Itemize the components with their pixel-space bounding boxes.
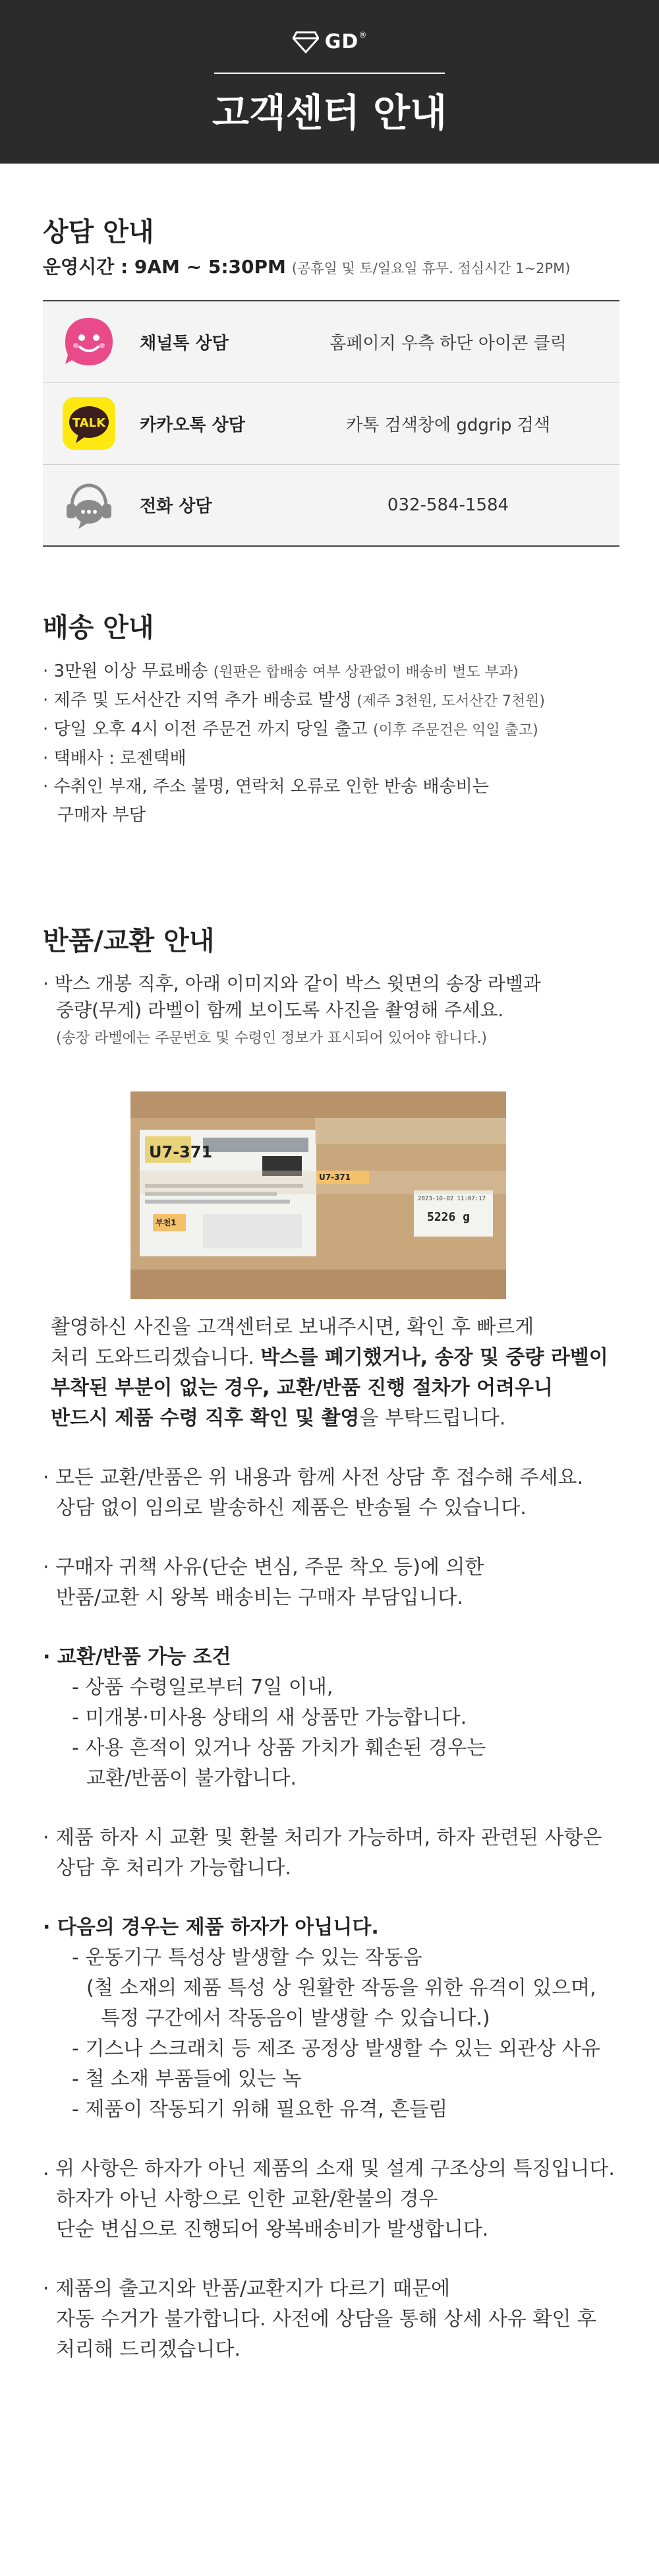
- contact-value: 카톡 검색창에 gdgrip 검색: [277, 383, 619, 464]
- pickup-note: · 제품의 출고지와 반품/교환지가 다르기 때문에 자동 수거가 불가합니다. 사전에 상담을 통해 상세 사유 확인 후 처리해 드리겠습니다.: [43, 2277, 596, 2361]
- contact-row-phone: [43, 464, 619, 546]
- returns-intro: · 박스 개봉 직후, 아래 이미지와 같이 박스 윗면의 송장 라벨과 중량(무게) 라벨이 함께 보이도록 사진을 촬영해 주세요. (송장 라벨에는 주문번호 및 수령인 정보가 표시되어 있어야 합니다.): [43, 973, 541, 1047]
- list-item: · 3만원 이상 무료배송 (원판은 합배송 여부 상관없이 배송비 별도 부과): [43, 661, 519, 681]
- defect-note: · 제품 하자 시 교환 및 환불 처리가 가능하며, 하자 관련된 사항은 상담 후 처리가 가능합니다.: [43, 1826, 602, 1880]
- list-item: · 택배사 : 로젠택배: [43, 749, 186, 768]
- weight-date: 2023-10-02 11:07:17: [418, 1196, 486, 1202]
- hours-label: 운영시간 : 9AM ~ 5:30PM: [43, 256, 286, 278]
- weight-value: 5226 g: [427, 1210, 471, 1224]
- returns-heading: 반품/교환 안내: [43, 926, 215, 956]
- consult-heading: 상담 안내: [43, 217, 154, 247]
- kakaotalk-icon[interactable]: [61, 396, 117, 451]
- return-conditions: · 교환/반품 가능 조건 - 상품 수령일로부터 7일 이내, - 미개봉·미사용 상태의 새 상품만 가능합니다. - 사용 흔적이 있거나 상품 가치가 훼손된 경우는 교환/반품이 불가합니다.: [43, 1645, 486, 1790]
- returns-section: [43, 920, 619, 1052]
- design-feature-note: . 위 사항은 하자가 아닌 제품의 소재 및 설계 구조상의 특징입니다. 하자가 아닌 사항으로 인한 교환/환불의 경우 단순 변심으로 진행되어 왕복배송비가 발생합니다.: [43, 2157, 615, 2241]
- label-code: U7-371: [149, 1143, 213, 1161]
- svg-text:TALK: TALK: [72, 416, 106, 430]
- contact-label: 전화 상담: [140, 497, 212, 517]
- contact-value: 홈페이지 우측 하단 아이콘 클릭: [277, 301, 619, 383]
- photo-instruction: 촬영하신 사진을 고객센터로 보내주시면, 확인 후 빠르게 처리 도와드리겠습니다. 박스를 폐기했거나, 송장 및 중량 라벨이 부착된 부분이 없는 경우, 교환/반품 진행 절차가 어려우니 반드시 제품 수령 직후 확인 및 촬영을 부탁드립니다.: [51, 1316, 608, 1430]
- diamond-logo-icon: [293, 31, 319, 53]
- shipping-list: [43, 658, 619, 830]
- contact-label: 채널톡 상담: [140, 333, 229, 353]
- shipping-heading: 배송 안내: [43, 613, 154, 643]
- operating-hours: [43, 253, 619, 279]
- list-item: · 수취인 부재, 주소 불명, 연락처 오류로 인한 반송 배송비는: [43, 777, 489, 797]
- list-item: 구매자 부담: [57, 805, 146, 825]
- shipping-label-photo: [130, 1091, 506, 1299]
- brand-name: GD: [324, 30, 359, 53]
- header-divider: [214, 73, 445, 74]
- page-title: 고객센터 안내: [212, 90, 447, 135]
- contact-label: 카카오톡 상담: [140, 415, 245, 435]
- phone-number[interactable]: 032-584-1584: [277, 464, 619, 546]
- label-badge: 부천1: [156, 1218, 177, 1227]
- returns-details: [43, 1312, 619, 2365]
- contact-table: [43, 300, 619, 547]
- contact-row-kakao: [43, 383, 619, 464]
- list-item: · 당일 오후 4시 이전 주문건 까지 당일 출고 (이후 주문건은 익일 출고): [43, 720, 538, 739]
- headset-icon: [61, 477, 117, 533]
- shipping-section: [43, 607, 619, 830]
- not-defect-list: · 다음의 경우는 제품 하자가 아닙니다. - 운동기구 특성상 발생할 수 있는 작동음 (철 소재의 제품 특성 상 원활한 작동을 위한 유격이 있으며, 특정 구간에서 작동음이 발생할 수 있습니다.) - 기스나 스크래치 등 제조 공정상 발생할 수 있는 외관상 사유 - 철 소재 부품들에 있는 녹 - 제품이 작동되기 위해 필요한 유격, 흔들림: [43, 1916, 600, 2121]
- header-banner: [0, 0, 659, 164]
- label-code-small: U7-371: [319, 1173, 351, 1182]
- contact-row-channel: [43, 301, 619, 383]
- buyer-fault-note: · 구매자 귀책 사유(단순 변심, 주문 착오 등)에 의한 반품/교환 시 왕복 배송비는 구매자 부담입니다.: [43, 1556, 484, 1609]
- consult-section: [43, 211, 619, 279]
- channel-talk-icon[interactable]: [61, 314, 117, 369]
- list-item: · 제주 및 도서산간 지역 추가 배송료 발생 (제주 3천원, 도서산간 7천원): [43, 690, 545, 710]
- consult-first-note: · 모든 교환/반품은 위 내용과 함께 사전 상담 후 접수해 주세요. 상담 없이 임의로 발송하신 제품은 반송될 수 있습니다.: [43, 1466, 584, 1519]
- hours-note: (공휴일 및 토/일요일 휴무. 점심시간 1~2PM): [291, 261, 571, 276]
- brand-logo: GD®: [0, 30, 659, 53]
